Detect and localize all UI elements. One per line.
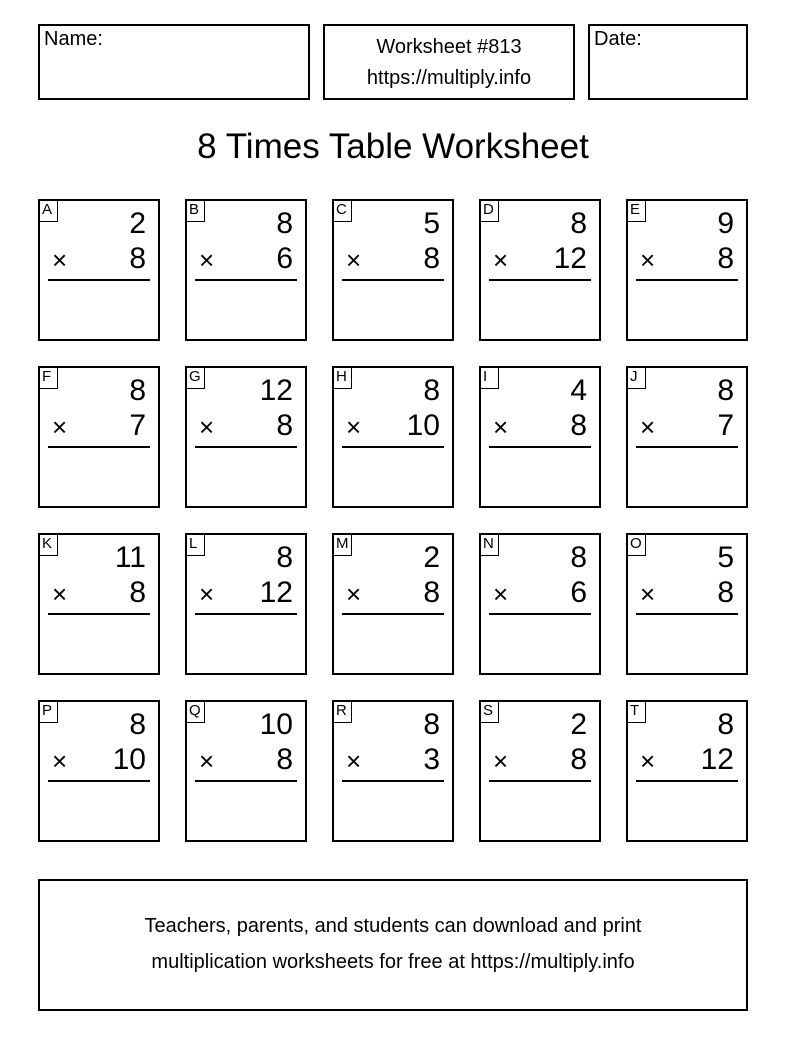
answer-line [342,446,444,448]
problem-top-number: 5 [717,541,734,574]
problem-letter: M [332,533,352,556]
footer-line-1: Teachers, parents, and students can download and print [144,915,642,937]
times-sign: × [52,245,68,275]
problem-card[interactable] [38,366,160,508]
problem-letter: A [38,199,58,222]
times-sign: × [52,412,68,442]
worksheet-number: Worksheet #813 [376,36,522,58]
problem-bottom-number: 8 [276,743,293,776]
times-sign: × [493,579,509,609]
footer-line-2: multiplication worksheets for free at https://multiply.info [151,951,635,973]
problem-top-number: 8 [570,541,587,574]
problem-letter: J [626,366,646,389]
problem-letter: I [479,366,499,389]
problem-card[interactable] [479,533,601,675]
problem-bottom-number: 8 [717,242,734,275]
times-sign: × [493,746,509,776]
times-sign: × [52,746,68,776]
website-url: https://multiply.info [366,67,532,89]
problem-letter: S [479,700,499,723]
problem-top-number: 2 [570,708,587,741]
answer-line [636,279,738,281]
problem-card[interactable] [332,366,454,508]
problem-top-number: 8 [423,374,440,407]
answer-line [342,279,444,281]
times-sign: × [640,579,656,609]
problem-bottom-number: 7 [717,409,734,442]
answer-line [489,613,591,615]
problem-card[interactable] [185,533,307,675]
times-sign: × [346,579,362,609]
problem-letter: P [38,700,58,723]
problem-card[interactable] [185,199,307,341]
answer-line [636,613,738,615]
answer-line [195,446,297,448]
times-sign: × [199,579,215,609]
times-sign: × [640,746,656,776]
problem-top-number: 12 [259,374,293,407]
times-sign: × [52,579,68,609]
problem-top-number: 5 [423,207,440,240]
problem-bottom-number: 6 [570,576,587,609]
answer-line [636,446,738,448]
problem-bottom-number: 10 [406,409,440,442]
times-sign: × [640,245,656,275]
problem-card[interactable] [38,700,160,842]
problem-letter: D [479,199,499,222]
problem-bottom-number: 12 [259,576,293,609]
problem-card[interactable] [626,700,748,842]
problem-card[interactable] [332,700,454,842]
problem-top-number: 4 [570,374,587,407]
times-sign: × [199,412,215,442]
answer-line [195,613,297,615]
problem-top-number: 8 [717,374,734,407]
problem-top-number: 8 [276,541,293,574]
footer-box [38,879,748,1011]
problem-bottom-number: 12 [700,743,734,776]
problem-top-number: 8 [129,708,146,741]
problem-letter: Q [185,700,205,723]
problem-card[interactable] [38,533,160,675]
problem-top-number: 8 [276,207,293,240]
times-sign: × [346,245,362,275]
problem-top-number: 8 [717,708,734,741]
answer-line [195,780,297,782]
answer-line [48,446,150,448]
name-field[interactable] [38,24,310,100]
problem-bottom-number: 8 [423,576,440,609]
problem-letter: K [38,533,58,556]
problem-bottom-number: 6 [276,242,293,275]
date-label: Date: [594,28,642,50]
answer-line [342,613,444,615]
answer-line [195,279,297,281]
times-sign: × [346,746,362,776]
problem-letter: R [332,700,352,723]
problem-top-number: 2 [423,541,440,574]
answer-line [48,780,150,782]
problem-bottom-number: 3 [423,743,440,776]
problem-card[interactable] [479,199,601,341]
times-sign: × [199,746,215,776]
answer-line [342,780,444,782]
problem-bottom-number: 7 [129,409,146,442]
problem-card[interactable] [185,366,307,508]
problem-bottom-number: 8 [570,743,587,776]
problem-letter: F [38,366,58,389]
answer-line [489,279,591,281]
problem-card[interactable] [332,199,454,341]
answer-line [636,780,738,782]
problem-letter: G [185,366,205,389]
problem-card[interactable] [479,700,601,842]
times-sign: × [493,245,509,275]
problem-letter: C [332,199,352,222]
problem-bottom-number: 8 [276,409,293,442]
problem-bottom-number: 8 [129,242,146,275]
problem-letter: H [332,366,352,389]
problem-letter: B [185,199,205,222]
times-sign: × [640,412,656,442]
problem-card[interactable] [626,199,748,341]
answer-line [48,613,150,615]
problem-bottom-number: 8 [570,409,587,442]
problem-bottom-number: 8 [129,576,146,609]
problem-letter: O [626,533,646,556]
problem-top-number: 9 [717,207,734,240]
problem-letter: E [626,199,646,222]
answer-line [48,279,150,281]
times-sign: × [199,245,215,275]
problem-bottom-number: 8 [423,242,440,275]
date-field[interactable] [588,24,748,100]
problem-bottom-number: 8 [717,576,734,609]
problem-top-number: 2 [129,207,146,240]
problem-letter: T [626,700,646,723]
problem-bottom-number: 10 [112,743,146,776]
problem-top-number: 8 [423,708,440,741]
problem-card[interactable] [626,533,748,675]
problem-top-number: 8 [129,374,146,407]
problem-card[interactable] [185,700,307,842]
times-sign: × [346,412,362,442]
answer-line [489,446,591,448]
problem-letter: N [479,533,499,556]
problem-card[interactable] [626,366,748,508]
worksheet-info-box [323,24,575,100]
problem-bottom-number: 12 [553,242,587,275]
name-label: Name: [44,28,103,50]
problem-letter: L [185,533,205,556]
times-sign: × [493,412,509,442]
problem-top-number: 8 [570,207,587,240]
problem-card[interactable] [332,533,454,675]
problem-top-number: 11 [114,541,146,574]
answer-line [489,780,591,782]
page-title: 8 Times Table Worksheet [197,127,589,166]
problem-top-number: 10 [259,708,293,741]
problem-card[interactable] [38,199,160,341]
problem-card[interactable] [479,366,601,508]
